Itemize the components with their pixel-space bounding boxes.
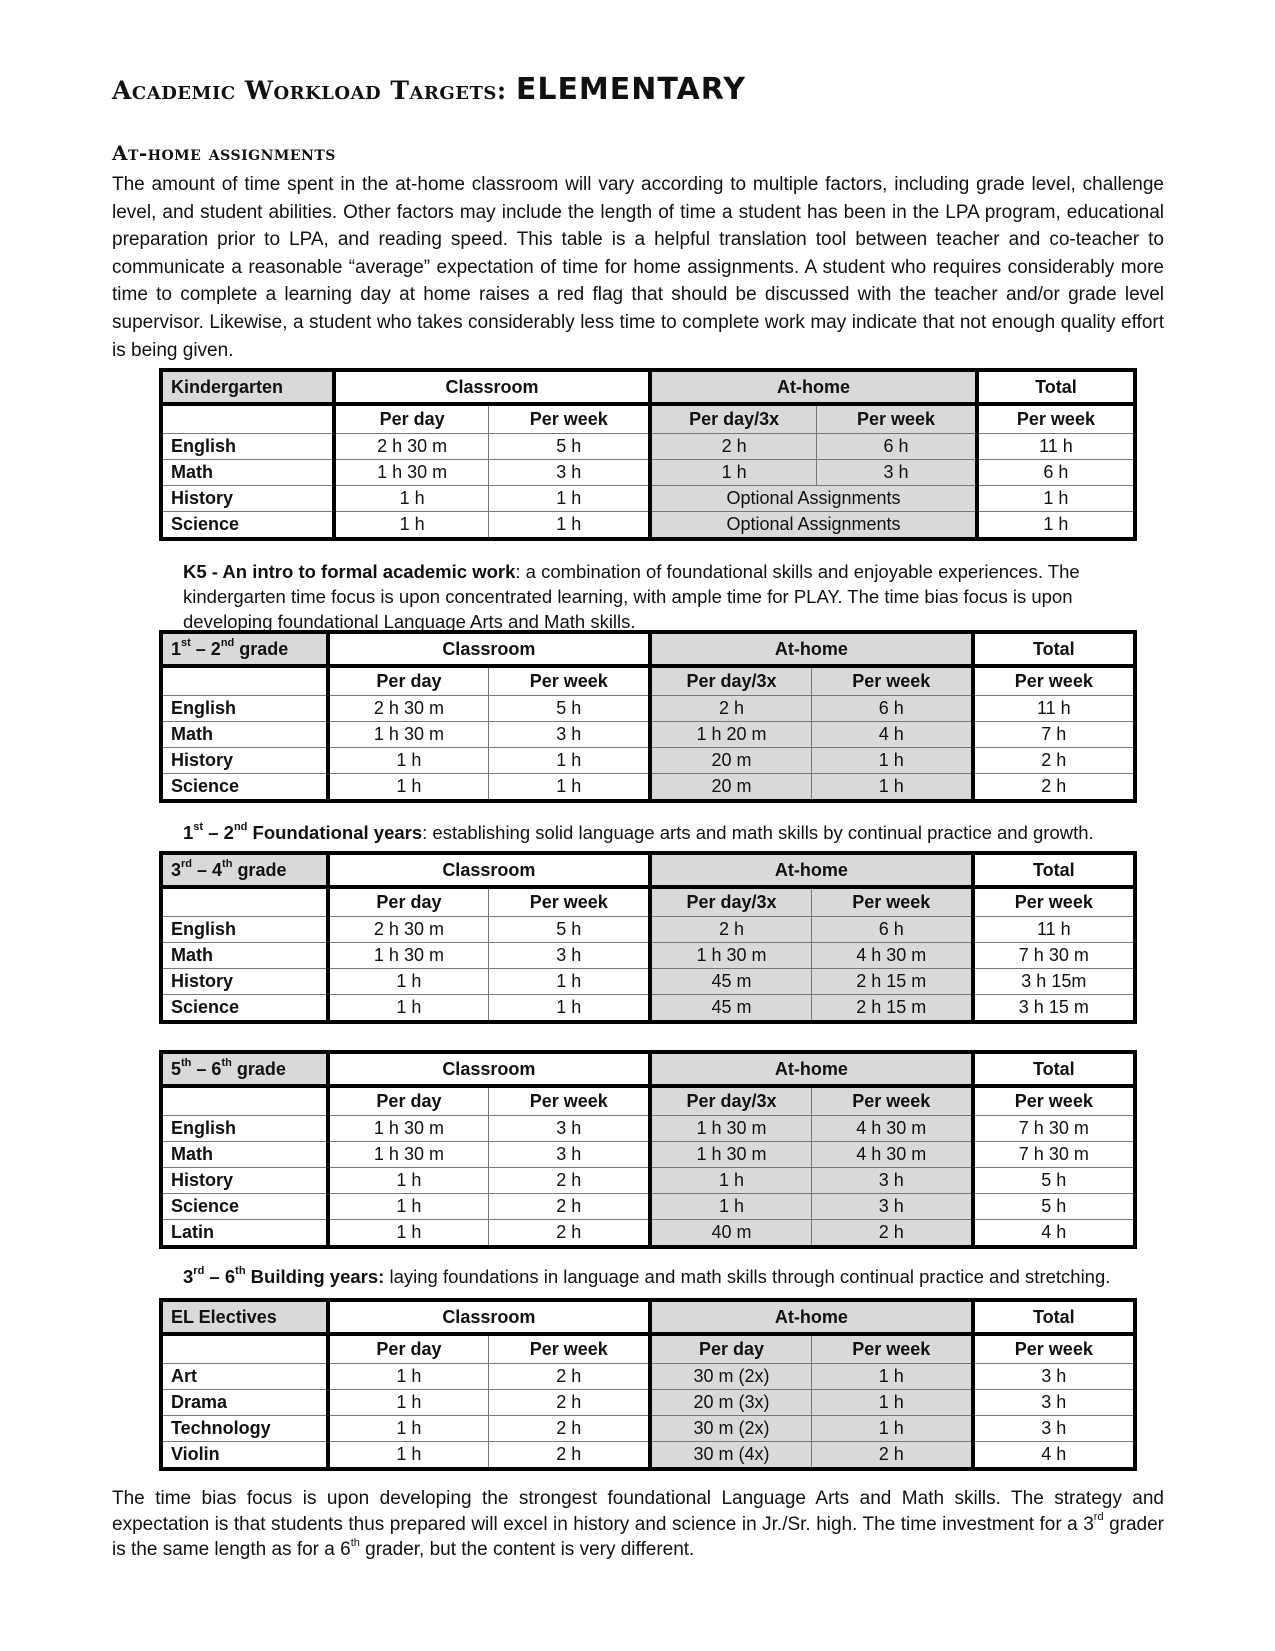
table-header-row: [161, 853, 1135, 887]
at-home-week-cell: 3 h: [811, 1168, 972, 1194]
classroom-day-cell: 1 h: [328, 1364, 489, 1390]
classroom-week-cell: 1 h: [489, 486, 650, 512]
at-home-day-cell: 30 m (2x): [650, 1416, 811, 1442]
total-per-week-header: Per week: [973, 1334, 1135, 1364]
classroom-per-day-header: Per day: [328, 887, 489, 917]
subject-cell: Technology: [161, 1416, 328, 1442]
classroom-day-cell: 1 h 30 m: [328, 1116, 489, 1142]
classroom-week-cell: 2 h: [489, 1168, 650, 1194]
total-per-week-header: Per week: [973, 887, 1135, 917]
table-row: [161, 748, 1135, 774]
classroom-per-day-header: Per day: [328, 1334, 489, 1364]
subject-cell: Violin: [161, 1442, 328, 1470]
at-home-per-day-header: Per day/3x: [650, 404, 817, 434]
at-home-week-cell: 1 h: [811, 1364, 972, 1390]
note-text: laying foundations in language and math skills through continual practice and stretching.: [384, 1266, 1111, 1287]
page-title-accent: ELEMENTARY: [515, 72, 746, 107]
total-cell: 4 h: [973, 1220, 1135, 1248]
classroom-day-cell: 1 h: [328, 774, 489, 802]
at-home-day-cell: 1 h 30 m: [650, 943, 811, 969]
empty-cell: [161, 1086, 328, 1116]
at-home-header: At-home: [650, 853, 973, 887]
classroom-day-cell: 2 h 30 m: [328, 917, 489, 943]
subject-cell: Science: [161, 1194, 328, 1220]
total-per-week-header: Per week: [973, 1086, 1135, 1116]
at-home-week-cell: 1 h: [811, 774, 972, 802]
table-row: [161, 460, 1135, 486]
table-label: EL Electives: [161, 1300, 328, 1334]
table-row: [161, 434, 1135, 460]
at-home-day-cell: 1 h 20 m: [650, 722, 811, 748]
at-home-week-cell: 2 h 15 m: [811, 969, 972, 995]
table-subheader-row: [161, 1086, 1135, 1116]
at-home-day-cell: 2 h: [650, 696, 811, 722]
classroom-per-day-header: Per day: [328, 666, 489, 696]
table-header-row: [161, 1052, 1135, 1086]
total-cell: 5 h: [973, 1194, 1135, 1220]
subject-cell: Math: [161, 460, 334, 486]
total-cell: 3 h 15m: [973, 969, 1135, 995]
classroom-week-cell: 1 h: [489, 995, 650, 1023]
classroom-day-cell: 1 h: [328, 1194, 489, 1220]
total-cell: 3 h: [973, 1364, 1135, 1390]
at-home-day-cell: 1 h: [650, 1168, 811, 1194]
total-per-week-header: Per week: [973, 666, 1135, 696]
table-row: [161, 1168, 1135, 1194]
subject-cell: English: [161, 696, 328, 722]
classroom-week-cell: 5 h: [489, 434, 650, 460]
total-header: Total: [973, 632, 1135, 666]
at-home-optional-cell: Optional Assignments: [650, 512, 977, 540]
table-subheader-row: [161, 404, 1135, 434]
table-subheader-row: [161, 887, 1135, 917]
classroom-week-cell: 5 h: [489, 696, 650, 722]
subject-cell: English: [161, 434, 334, 460]
classroom-day-cell: 1 h: [328, 1416, 489, 1442]
at-home-day-cell: 20 m: [650, 748, 811, 774]
table-subheader-row: [161, 1334, 1135, 1364]
total-cell: 3 h 15 m: [973, 995, 1135, 1023]
classroom-day-cell: 1 h: [334, 486, 489, 512]
at-home-week-cell: 4 h: [811, 722, 972, 748]
table-row: [161, 917, 1135, 943]
classroom-day-cell: 1 h 30 m: [328, 722, 489, 748]
at-home-per-day-header: Per day: [650, 1334, 811, 1364]
subject-cell: English: [161, 1116, 328, 1142]
classroom-header: Classroom: [334, 370, 650, 404]
total-cell: 2 h: [973, 748, 1135, 774]
at-home-week-cell: 2 h 15 m: [811, 995, 972, 1023]
grade-1-2-note: [183, 820, 1143, 845]
classroom-day-cell: 1 h: [328, 995, 489, 1023]
at-home-day-cell: 20 m (3x): [650, 1390, 811, 1416]
total-cell: 3 h: [973, 1416, 1135, 1442]
classroom-per-day-header: Per day: [334, 404, 489, 434]
at-home-per-week-header: Per week: [811, 666, 972, 696]
total-cell: 6 h: [977, 460, 1135, 486]
classroom-day-cell: 1 h: [328, 748, 489, 774]
table-subheader-row: [161, 666, 1135, 696]
grade-1-2-table: [159, 630, 1137, 803]
classroom-per-week-header: Per week: [489, 887, 650, 917]
total-cell: 7 h 30 m: [973, 943, 1135, 969]
classroom-week-cell: 2 h: [489, 1390, 650, 1416]
table-row: [161, 1364, 1135, 1390]
total-cell: 7 h 30 m: [973, 1116, 1135, 1142]
table-row: [161, 1220, 1135, 1248]
classroom-week-cell: 3 h: [489, 1142, 650, 1168]
at-home-week-cell: 3 h: [817, 460, 977, 486]
classroom-per-week-header: Per week: [489, 1086, 650, 1116]
at-home-per-week-header: Per week: [811, 1334, 972, 1364]
note-text: : a combination of foundational skills and enjoyable experiences. The kindergarten time focus is upon concentrated learning, with ample time for PLAY. The time bias focus is upon developing foundational Language Arts and Math skills.: [183, 561, 1080, 632]
closing-paragraph: The time bias focus is upon developing the strongest foundational Language Arts and Math skills. The strategy and expectation is that students thus prepared will excel in history and science in Jr./Sr. high. The time investment for a 3rd grader is the same length as for a 6th grader, but the content is very different.: [112, 1488, 1164, 1560]
classroom-header: Classroom: [328, 1052, 651, 1086]
classroom-week-cell: 1 h: [489, 774, 650, 802]
subject-cell: Math: [161, 722, 328, 748]
classroom-day-cell: 1 h: [328, 1390, 489, 1416]
at-home-day-cell: 30 m (4x): [650, 1442, 811, 1470]
at-home-week-cell: 1 h: [811, 1390, 972, 1416]
table-row: [161, 696, 1135, 722]
at-home-day-cell: 45 m: [650, 995, 811, 1023]
classroom-per-day-header: Per day: [328, 1086, 489, 1116]
at-home-header: At-home: [650, 632, 973, 666]
at-home-day-cell: 1 h 30 m: [650, 1116, 811, 1142]
total-header: Total: [973, 1300, 1135, 1334]
total-header: Total: [973, 1052, 1135, 1086]
at-home-day-cell: 45 m: [650, 969, 811, 995]
classroom-day-cell: 1 h: [328, 969, 489, 995]
total-cell: 7 h: [973, 722, 1135, 748]
classroom-day-cell: 2 h 30 m: [334, 434, 489, 460]
table-row: [161, 722, 1135, 748]
at-home-header: At-home: [650, 370, 977, 404]
classroom-week-cell: 3 h: [489, 1116, 650, 1142]
page-title: [112, 72, 1172, 107]
electives-table: [159, 1298, 1137, 1471]
at-home-week-cell: 3 h: [811, 1194, 972, 1220]
classroom-week-cell: 1 h: [489, 512, 650, 540]
at-home-day-cell: 1 h 30 m: [650, 1142, 811, 1168]
empty-cell: [161, 887, 328, 917]
classroom-header: Classroom: [328, 853, 651, 887]
table-row: [161, 1390, 1135, 1416]
table-row: [161, 512, 1135, 540]
section-heading: At-home assignments: [112, 141, 336, 165]
at-home-per-week-header: Per week: [811, 1086, 972, 1116]
subject-cell: Science: [161, 995, 328, 1023]
classroom-day-cell: 2 h 30 m: [328, 696, 489, 722]
classroom-day-cell: 1 h: [328, 1220, 489, 1248]
table-row: [161, 1194, 1135, 1220]
table-row: [161, 1416, 1135, 1442]
subject-cell: History: [161, 969, 328, 995]
note-bold: 3rd – 6th Building years:: [183, 1264, 385, 1287]
classroom-week-cell: 2 h: [489, 1442, 650, 1470]
classroom-week-cell: 3 h: [489, 722, 650, 748]
classroom-week-cell: 1 h: [489, 748, 650, 774]
total-cell: 2 h: [973, 774, 1135, 802]
empty-cell: [161, 1334, 328, 1364]
classroom-per-week-header: Per week: [489, 1334, 650, 1364]
classroom-per-week-header: Per week: [489, 404, 650, 434]
at-home-week-cell: 4 h 30 m: [811, 943, 972, 969]
table-label: 1st – 2nd grade: [161, 632, 328, 666]
subject-cell: Science: [161, 774, 328, 802]
at-home-day-cell: 2 h: [650, 434, 817, 460]
total-header: Total: [973, 853, 1135, 887]
kindergarten-note: [183, 559, 1103, 634]
classroom-header: Classroom: [328, 1300, 651, 1334]
table-label: 5th – 6th grade: [161, 1052, 328, 1086]
page-title-main: Academic Workload Targets:: [112, 76, 507, 105]
total-cell: 1 h: [977, 486, 1135, 512]
table-label: Kindergarten: [161, 370, 334, 404]
classroom-week-cell: 2 h: [489, 1194, 650, 1220]
classroom-day-cell: 1 h 30 m: [328, 943, 489, 969]
classroom-day-cell: 1 h: [328, 1442, 489, 1470]
table-row: [161, 969, 1135, 995]
table-row: [161, 1442, 1135, 1470]
classroom-day-cell: 1 h: [328, 1168, 489, 1194]
total-cell: 11 h: [973, 696, 1135, 722]
intro-paragraph: The amount of time spent in the at-home classroom will vary according to multiple factors, including grade level, challenge level, and student abilities. Other factors may include the length of time a student has been in the LPA program, educational preparation prior to LPA, and reading speed. This table is a helpful translation tool between teacher and co-teacher to communicate a reasonable “average” expectation of time for home assignments. A student who requires considerably more time to complete a learning day at home raises a red flag that should be discussed with the teacher and/or grade level supervisor. Likewise, a student who takes considerably less time to complete work may indicate that not enough quality effort is being given.: [112, 174, 1164, 361]
at-home-week-cell: 6 h: [811, 917, 972, 943]
classroom-per-week-header: Per week: [489, 666, 650, 696]
table-row: [161, 1142, 1135, 1168]
at-home-day-cell: 1 h: [650, 1194, 811, 1220]
at-home-week-cell: 6 h: [811, 696, 972, 722]
table-header-row: [161, 370, 1135, 404]
at-home-optional-cell: Optional Assignments: [650, 486, 977, 512]
table-header-row: [161, 632, 1135, 666]
table-row: [161, 774, 1135, 802]
at-home-per-day-header: Per day/3x: [650, 1086, 811, 1116]
at-home-per-day-header: Per day/3x: [650, 666, 811, 696]
at-home-week-cell: 6 h: [817, 434, 977, 460]
note-text: : establishing solid language arts and math skills by continual practice and growth.: [422, 822, 1094, 843]
classroom-week-cell: 3 h: [489, 460, 650, 486]
at-home-day-cell: 30 m (2x): [650, 1364, 811, 1390]
total-cell: 5 h: [973, 1168, 1135, 1194]
at-home-day-cell: 2 h: [650, 917, 811, 943]
subject-cell: Math: [161, 1142, 328, 1168]
at-home-week-cell: 2 h: [811, 1442, 972, 1470]
total-cell: 3 h: [973, 1390, 1135, 1416]
empty-cell: [161, 666, 328, 696]
table-label: 3rd – 4th grade: [161, 853, 328, 887]
total-per-week-header: Per week: [977, 404, 1135, 434]
subject-cell: English: [161, 917, 328, 943]
table-row: [161, 1116, 1135, 1142]
subject-cell: History: [161, 486, 334, 512]
at-home-day-cell: 40 m: [650, 1220, 811, 1248]
classroom-day-cell: 1 h: [334, 512, 489, 540]
total-cell: 11 h: [973, 917, 1135, 943]
at-home-week-cell: 1 h: [811, 748, 972, 774]
table-header-row: [161, 1300, 1135, 1334]
table-row: [161, 486, 1135, 512]
grade-5-6-table: [159, 1050, 1137, 1249]
classroom-week-cell: 5 h: [489, 917, 650, 943]
subject-cell: History: [161, 748, 328, 774]
total-cell: 11 h: [977, 434, 1135, 460]
note-bold: K5 - An intro to formal academic work: [183, 561, 516, 582]
at-home-day-cell: 1 h: [650, 460, 817, 486]
subject-cell: Drama: [161, 1390, 328, 1416]
at-home-week-cell: 2 h: [811, 1220, 972, 1248]
at-home-week-cell: 4 h 30 m: [811, 1142, 972, 1168]
classroom-week-cell: 1 h: [489, 969, 650, 995]
at-home-day-cell: 20 m: [650, 774, 811, 802]
at-home-header: At-home: [650, 1052, 973, 1086]
at-home-week-cell: 1 h: [811, 1416, 972, 1442]
subject-cell: Science: [161, 512, 334, 540]
classroom-header: Classroom: [328, 632, 651, 666]
at-home-per-week-header: Per week: [811, 887, 972, 917]
grade-3-4-table: [159, 851, 1137, 1024]
at-home-week-cell: 4 h 30 m: [811, 1116, 972, 1142]
kindergarten-table: [159, 368, 1137, 541]
classroom-day-cell: 1 h 30 m: [334, 460, 489, 486]
subject-cell: Latin: [161, 1220, 328, 1248]
classroom-week-cell: 2 h: [489, 1416, 650, 1442]
total-cell: 4 h: [973, 1442, 1135, 1470]
subject-cell: History: [161, 1168, 328, 1194]
table-row: [161, 995, 1135, 1023]
note-bold: 1st – 2nd Foundational years: [183, 820, 423, 843]
total-cell: 1 h: [977, 512, 1135, 540]
subject-cell: Math: [161, 943, 328, 969]
table-row: [161, 943, 1135, 969]
total-header: Total: [977, 370, 1135, 404]
grade-3-6-note: [183, 1264, 1163, 1289]
at-home-header: At-home: [650, 1300, 973, 1334]
at-home-per-week-header: Per week: [817, 404, 977, 434]
classroom-week-cell: 2 h: [489, 1364, 650, 1390]
total-cell: 7 h 30 m: [973, 1142, 1135, 1168]
classroom-week-cell: 3 h: [489, 943, 650, 969]
empty-cell: [161, 404, 334, 434]
at-home-per-day-header: Per day/3x: [650, 887, 811, 917]
subject-cell: Art: [161, 1364, 328, 1390]
classroom-day-cell: 1 h 30 m: [328, 1142, 489, 1168]
classroom-week-cell: 2 h: [489, 1220, 650, 1248]
